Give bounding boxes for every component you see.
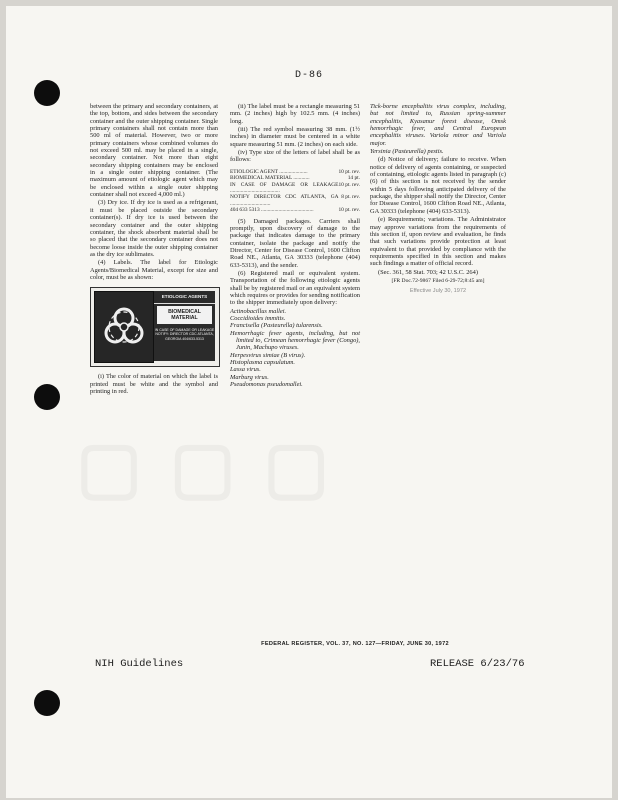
list-item: Hemorrhagic fever agents, including, but not limited to, Crimean hemorrhagic fever (Congo), Junin, Machupo viruses. — [230, 329, 360, 352]
table-row: 404 633 5313 ....................................... 10 pt. rev. — [230, 207, 360, 214]
label-notify-text: IN CASE OF DAMAGE OR LEAKAGE NOTIFY: DIRECTOR CDC ATLANTA, GEORGIA 404/633-5313 — [154, 328, 215, 341]
paragraph-dry-ice: (3) Dry ice. If dry ice is used as a refrigerant, it must be placed outside the secondary container(s). If dry ice is used between the secondary container and the outer shipping container, the shock absorbent material shall be so placed that the secondary container does not become loose inside the outer shipping container as the dry ice sublimates. — [90, 199, 218, 258]
fr-doc-note: [FR Doc.72-9867 Filed 6-29-72;8:45 am] — [391, 277, 485, 284]
list-item: Lassa virus. — [230, 366, 261, 374]
etiologic-agents-label-figure — [90, 287, 220, 367]
column-3 — [370, 103, 506, 296]
table-row: BIOMEDICAL MATERIAL ............ 14 pt. — [230, 175, 360, 182]
table-row: ETIOLOGIC AGENT ..................... 10 pt. rev. — [230, 168, 360, 175]
paragraph-tick-borne: Tick-borne encephalitis virus complex, including, but not limited to, Russian spring-summer encephalitis, Kyasanur forest disease, Omsk hemorrhagic fever, and Central European encephalitis viruses. Variola minor and Variola major. — [370, 103, 506, 147]
list-item: Coccidioides immitis. — [230, 315, 286, 323]
table-row: IN CASE OF DAMAGE OR LEAKAGE ..................................... 10 pt. rev. — [230, 181, 360, 194]
list-item: Pseudomonas pseudomallei. — [230, 381, 303, 389]
paragraph-yersinia: Yersinia (Pasteurella) pestis. — [370, 148, 444, 156]
federal-register-footer: FEDERAL REGISTER, VOL. 37, NO. 127—FRIDAY, JUNE 30, 1972 — [261, 641, 449, 647]
release-date-label: RELEASE 6/23/76 — [430, 658, 525, 670]
paragraph-requirements: (e) Requirements; variations. The Administrator may approve variations from the requirements of this section if, upon review and evaluation, he finds that such variations provide protection at least equivalent to that provided by compliance with the requirements specified in this section and makes such findings a matter of official record. — [370, 216, 506, 268]
list-item: Herpesvirus simiae (B virus). — [230, 351, 306, 359]
paragraph-damaged-packages: (5) Damaged packages. Carriers shall promptly, upon discovery of damage to the package that indicates damage to the primary container, isolate the package and notify the Director, Center for Disease Control, 1600 Clifton Road NE., Atlanta, GA 30333 (telephone (404) 633-5313), and the sender. — [230, 217, 360, 269]
citation: (Sec. 361, 58 Stat. 703; 42 U.S.C. 264) — [378, 268, 478, 276]
table-row: NOTIFY DIRECTOR CDC ATLANTA, GA .............................. 8 pt. rev. — [230, 194, 360, 207]
bleed-through-shadow: ▢ ▢ ▢ — [76, 428, 334, 506]
binder-hole-middle — [34, 384, 60, 410]
column-1 — [90, 103, 218, 396]
label-header: ETIOLOGIC AGENTS — [154, 291, 215, 303]
biohazard-icon — [94, 291, 154, 363]
paragraph-label-color: (i) The color of material on which the label is printed must be white and the symbol and printing in red. — [90, 373, 218, 395]
paragraph: (ii) The label must be a rectangle measuring 51 mm. (2 inches) high by 102.5 mm. (4 inches) long. — [230, 103, 360, 125]
paragraph-registered-mail: (6) Registered mail or equivalent system. Transportation of the following etiologic agents shall be by registered mail or an equivalent system which requires or provides for sending notification to the shipper immediately upon delivery: — [230, 270, 360, 307]
type-size-table — [230, 169, 360, 214]
agent-list — [230, 308, 360, 389]
paragraph-labels: (4) Labels. The label for Etiologic Agents/Biomedical Material, except for size and color, must be as shown: — [90, 259, 218, 281]
paragraph: between the primary and secondary containers, at the top, bottom, and sides between the secondary container and the outer shipping container. Single primary containers shall not contain more than 500 ml of material. However, two or more primary containers whose combined volumes do not exceed 500 ml. may be placed in a single, secondary container. Not more than eight secondary shipping containers may be enclosed in a single outer shipping container. (The maximum amount of etiologic agent which may be enclosed within a single outer shipping container shall not exceed 4,000 ml.) — [90, 103, 218, 199]
effective-date-stamp: Effective July 30, 1972 — [409, 288, 467, 295]
column-2 — [230, 103, 360, 389]
label-text-panel — [154, 291, 215, 361]
list-item: Francisella (Pasteurella) tularensis. — [230, 322, 323, 330]
list-item: Histoplasma capsulatum. — [230, 359, 295, 367]
list-item: Marburg virus. — [230, 373, 269, 381]
binder-hole-top — [34, 80, 60, 106]
page-number: D-86 — [294, 70, 323, 81]
paragraph-notice-of-delivery: (d) Notice of delivery; failure to receive. When notice of delivery of agents containing, or suspected of containing, etiologic agents listed in paragraph (c) (6) of this section is not received by the sender within 5 days following anticipated delivery of the package, the shipper shall notify the Director, Center for Disease Control, 1600 Clifton Road NE., Atlanta, GA 30333 (telephone (404) 633-5313). — [370, 156, 506, 215]
binder-hole-bottom — [34, 690, 60, 716]
label-title: BIOMEDICAL MATERIAL — [157, 306, 212, 324]
paragraph: (iv) Type size of the letters of label shall be as follows: — [230, 149, 360, 164]
nih-guidelines-label: NIH Guidelines — [95, 658, 184, 670]
list-item: Actinobacillus mallei. — [230, 307, 287, 315]
paragraph: (iii) The red symbol measuring 38 mm. (1½ inches) in diameter must be centered in a white square measuring 51 mm. (2 inches) on each side. — [230, 126, 360, 148]
